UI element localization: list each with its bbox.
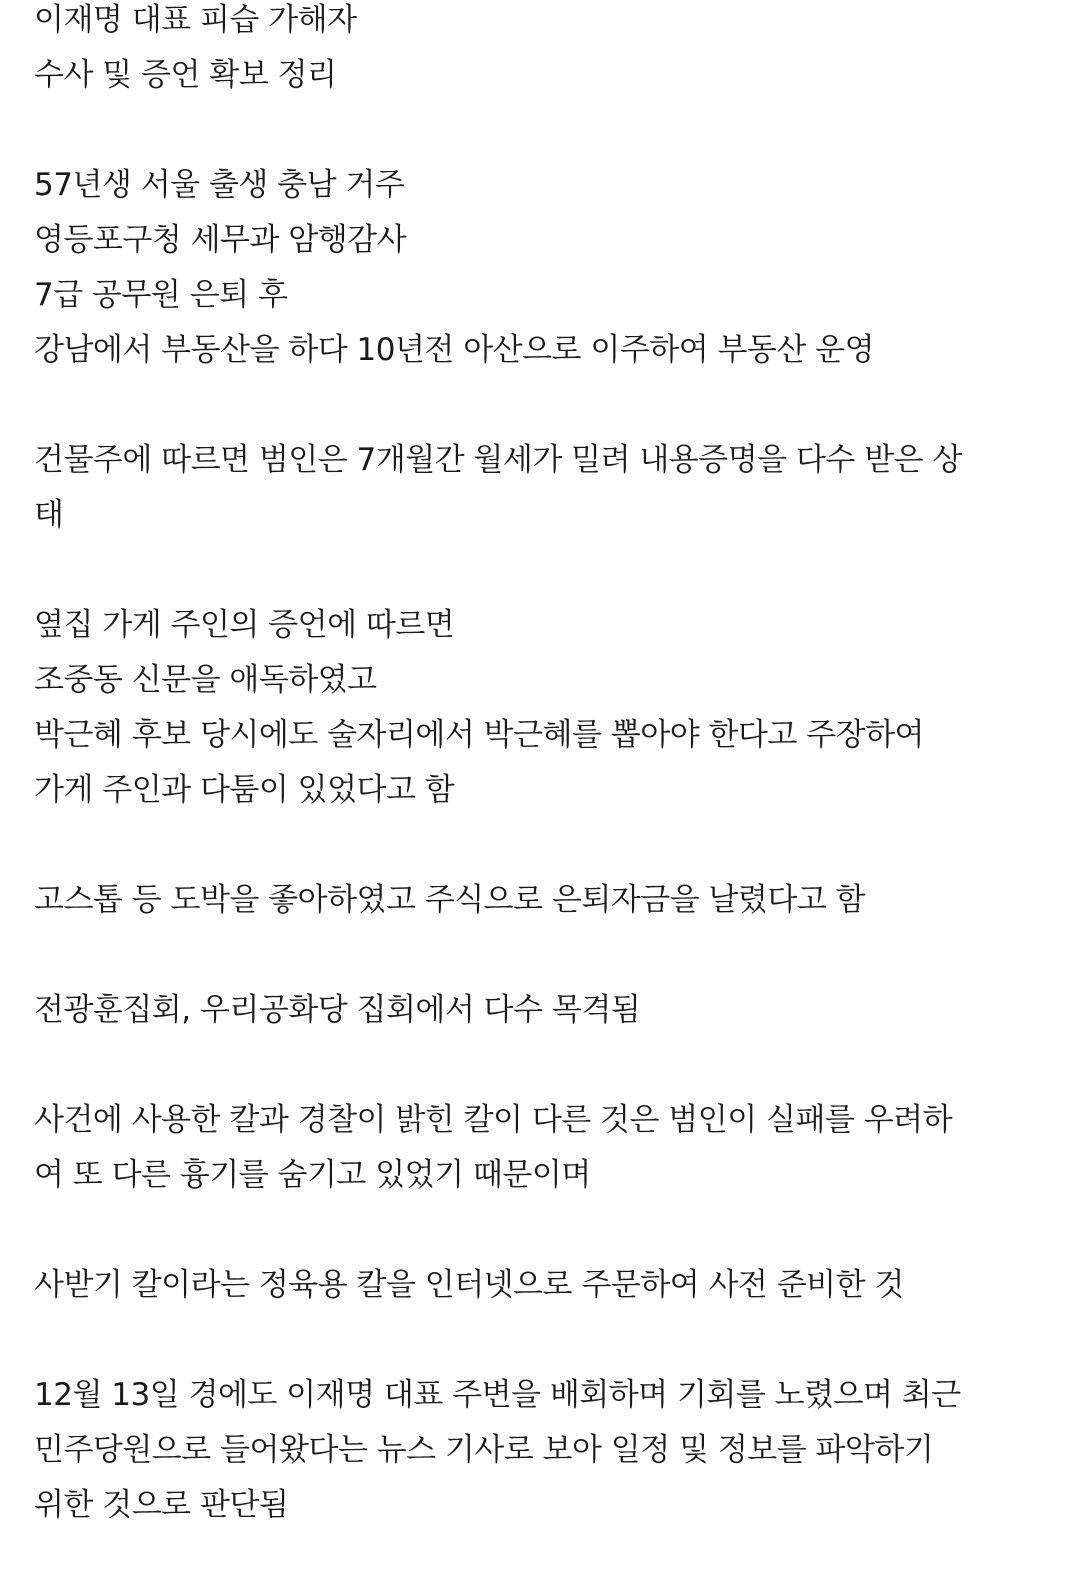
paragraph-title <box>34 0 1064 103</box>
text-line: 태 <box>34 497 64 533</box>
text-line: 박근혜 후보 당시에도 술자리에서 박근혜를 뽑아야 한다고 주장하여 <box>34 717 924 753</box>
text-line: 여 또 다른 흉기를 숨기고 있었기 때문이며 <box>34 1157 591 1193</box>
paragraph-knife <box>34 1093 1064 1203</box>
text-line: 57년생 서울 출생 충남 거주 <box>34 167 405 203</box>
document-body <box>34 0 1064 1588</box>
text-line: 전광훈집회, 우리공화당 집회에서 다수 목격됨 <box>34 992 641 1028</box>
text-line: 사받기 칼이라는 정육용 칼을 인터넷으로 주문하여 사전 준비한 것 <box>34 1267 904 1303</box>
text-line: 사건에 사용한 칼과 경찰이 밝힌 칼이 다른 것은 범인이 실패를 우려하 <box>34 1102 953 1138</box>
text-line: 수사 및 증언 확보 정리 <box>34 57 337 93</box>
paragraph-order <box>34 1258 1064 1313</box>
text-line: 가게 주인과 다툼이 있었다고 함 <box>34 772 455 808</box>
text-line: 12월 13일 경에도 이재명 대표 주변을 배회하며 기회를 노렸으며 최근 <box>34 1377 961 1413</box>
paragraph-december <box>34 1368 1064 1533</box>
paragraph-landlord <box>34 433 1064 543</box>
paragraph-neighbor <box>34 598 1064 818</box>
text-line: 민주당원으로 들어왔다는 뉴스 기사로 보아 일정 및 정보를 파악하기 <box>34 1432 934 1468</box>
text-line: 옆집 가게 주인의 증언에 따르면 <box>34 607 455 643</box>
text-line: 강남에서 부동산을 하다 10년전 아산으로 이주하여 부동산 운영 <box>34 332 875 368</box>
text-line: 영등포구청 세무과 암행감사 <box>34 222 407 258</box>
text-line: 건물주에 따르면 범인은 7개월간 월세가 밀려 내용증명을 다수 받은 상 <box>34 442 962 478</box>
paragraph-rallies <box>34 983 1064 1038</box>
text-line: 이재명 대표 피습 가해자 <box>34 2 357 38</box>
text-line: 위한 것으로 판단됨 <box>34 1487 289 1523</box>
text-line: 7급 공무원 은퇴 후 <box>34 277 288 313</box>
text-line: 조중동 신문을 애독하였고 <box>34 662 377 698</box>
text-line: 고스톱 등 도박을 좋아하였고 주식으로 은퇴자금을 날렸다고 함 <box>34 882 866 918</box>
paragraph-gambling <box>34 873 1064 928</box>
paragraph-profile <box>34 158 1064 378</box>
